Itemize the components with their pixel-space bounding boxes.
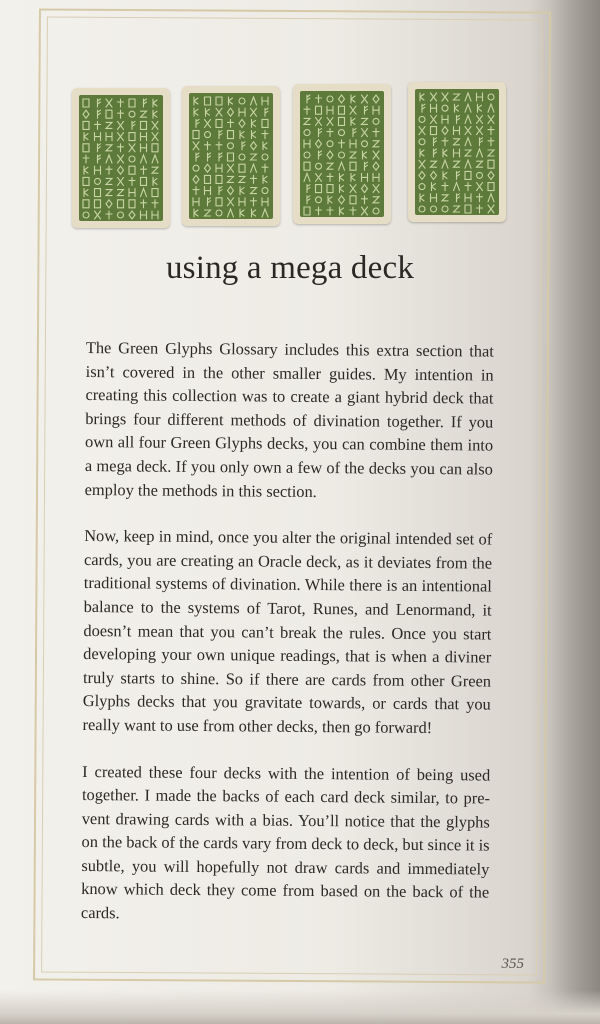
green-glyph-card-back-icon <box>189 93 273 219</box>
card-back-2 <box>182 86 280 226</box>
paragraph-2: Now, keep in mind, once you alter the original intended set of cards, you are creating an Oracle deck, as it deviates from the traditional systems of divination. While there is an intentional balance to the systems of Tarot, Runes, and Lenormand, it doesn’t mean that you can’t break the rules. Once you start developing your own unique readings, that is when a diviner truly starts to shine. So if there are cards from other Green Glyphs decks that you gravitate towards, or cards that you really want to use from other decks, then go forward! <box>82 526 493 737</box>
page-gutter-shadow <box>552 0 600 1024</box>
page-bottom-edge <box>0 990 600 1024</box>
green-glyph-card-back-icon <box>79 95 163 221</box>
section-heading: using a mega deck <box>165 250 415 286</box>
card-back-1 <box>72 88 170 228</box>
paragraph-3: I created these four decks with the intention of being used together. I made the backs of each card deck similar, to pre-vent drawing cards with a bias. You’ll notice that the glyphs on the back of the cards vary from deck to deck, but since it is subtle, you will hopefully not draw cards and immediately know which deck they come from based on the back of the cards. <box>80 761 491 923</box>
green-glyph-card-back-icon <box>300 91 384 217</box>
body-text <box>81 336 494 951</box>
card-back-3 <box>293 84 391 224</box>
card-row <box>72 82 512 230</box>
page-number: 355 <box>501 956 524 972</box>
card-back-4 <box>408 82 506 222</box>
green-glyph-card-back-icon <box>415 89 499 215</box>
paragraph-1: The Green Glyphs Glossary includes this extra section that isn’t covered in the other smaller guides. My intention in creating this collection was to create a giant hybrid deck that brings four different methods of divination together. If you own all four Green Glyphs decks, you can combine them into a mega deck. If you only own a few of the decks you can also employ the methods in this section. <box>84 337 494 501</box>
